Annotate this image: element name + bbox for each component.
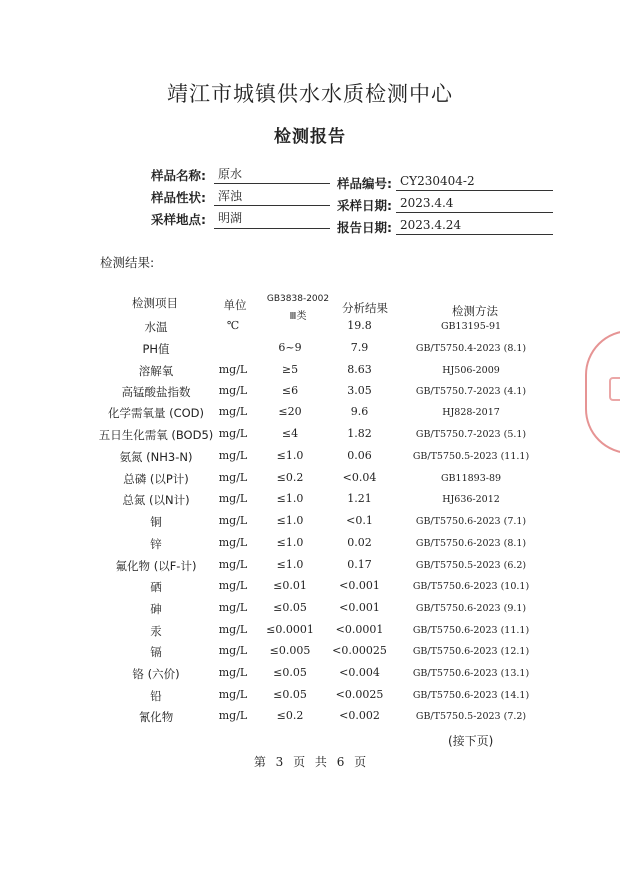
cell-item: 五日生化需氧 (BOD5) <box>98 428 214 442</box>
cell-standard: ≤0.01 <box>273 579 307 592</box>
cell-result: 7.9 <box>350 341 369 354</box>
sampling-date-value: 2023.4.4 <box>400 196 454 210</box>
cell-method: GB/T5750.5-2023 (6.2) <box>415 560 527 571</box>
cell-unit: mg/L <box>218 709 248 722</box>
header-standard-line1: GB3838-2002 <box>266 294 330 304</box>
cell-result: 0.02 <box>347 536 372 549</box>
sampling-date-underline <box>396 212 553 213</box>
cell-standard: ≤1.0 <box>276 536 304 549</box>
cell-unit: mg/L <box>218 558 248 571</box>
cell-standard: ≤0.2 <box>276 709 304 722</box>
sample-name-underline <box>214 183 330 184</box>
cell-standard: ≤1.0 <box>276 492 304 505</box>
sample-name-label: 样品名称: <box>151 168 206 183</box>
cell-standard: ≤0.05 <box>273 666 307 679</box>
cell-standard: ≤1.0 <box>276 514 304 527</box>
sample-id-label: 样品编号: <box>337 176 392 191</box>
cell-result: 1.82 <box>347 427 372 440</box>
cell-standard: ≤0.005 <box>269 644 311 657</box>
organization-title: 靖江市城镇供水水质检测中心 <box>167 82 453 106</box>
sampling-date-label: 采样日期: <box>337 198 392 213</box>
cell-method: GB/T5750.5-2023 (7.2) <box>415 711 527 722</box>
cell-method: GB/T5750.6-2023 (10.1) <box>412 581 530 592</box>
sample-property-underline <box>214 205 330 206</box>
sample-property-label: 样品性状: <box>151 190 206 205</box>
report-date-label: 报告日期: <box>337 220 392 235</box>
cell-standard: ≤0.05 <box>273 688 307 701</box>
cell-item: 溶解氧 <box>138 364 174 378</box>
cell-method: GB/T5750.6-2023 (14.1) <box>412 690 530 701</box>
cell-standard: 6~9 <box>278 341 302 354</box>
cell-item: 汞 <box>150 624 162 638</box>
cell-unit: mg/L <box>218 514 248 527</box>
cell-standard: ≤0.0001 <box>266 623 314 636</box>
cell-unit: mg/L <box>218 623 248 636</box>
page-number: 第 3 页 共 6 页 <box>253 755 367 769</box>
header-unit: 单位 <box>223 298 247 312</box>
header-method: 检测方法 <box>452 304 498 318</box>
cell-item: 水温 <box>144 320 168 334</box>
cell-item: 铜 <box>150 515 162 529</box>
header-result: 分析结果 <box>342 301 388 315</box>
sample-property-value: 浑浊 <box>218 189 243 203</box>
sampling-location-label: 采样地点: <box>151 212 206 227</box>
cell-method: GB/T5750.6-2023 (7.1) <box>415 516 527 527</box>
cell-standard: ≤0.05 <box>273 601 307 614</box>
cell-item: 铅 <box>150 689 162 703</box>
cell-method: GB/T5750.6-2023 (11.1) <box>412 625 530 636</box>
cell-unit: mg/L <box>218 449 248 462</box>
cell-result: <0.001 <box>339 579 380 592</box>
cell-method: GB/T5750.4-2023 (8.1) <box>415 343 527 354</box>
cell-item: 化学需氧量 (COD) <box>107 406 205 420</box>
cell-method: GB/T5750.7-2023 (4.1) <box>415 386 527 397</box>
cell-result: <0.0025 <box>335 688 384 701</box>
cell-item: 高锰酸盐指数 <box>121 385 191 399</box>
cell-unit: mg/L <box>218 666 248 679</box>
sample-id-underline <box>396 190 553 191</box>
header-item: 检测项目 <box>132 296 178 310</box>
cell-method: GB/T5750.6-2023 (12.1) <box>412 646 530 657</box>
cell-item: PH值 <box>142 342 170 356</box>
cell-result: 0.06 <box>347 449 372 462</box>
cell-result: <0.001 <box>339 601 380 614</box>
header-standard-line2: Ⅲ类 <box>289 311 307 322</box>
cell-method: GB/T5750.7-2023 (5.1) <box>415 429 527 440</box>
cell-result: <0.002 <box>339 709 380 722</box>
cell-standard: ≤4 <box>281 427 299 440</box>
cell-standard: ≤20 <box>278 405 302 418</box>
cell-unit: mg/L <box>218 363 248 376</box>
cell-unit: mg/L <box>218 601 248 614</box>
cell-standard: ≤1.0 <box>276 449 304 462</box>
report-title: 检测报告 <box>274 127 346 147</box>
cell-result: <0.04 <box>342 471 377 484</box>
cell-result: <0.00025 <box>332 644 387 657</box>
cell-unit: mg/L <box>218 492 248 505</box>
cell-method: GB/T5750.6-2023 (9.1) <box>415 603 527 614</box>
cell-method: GB11893-89 <box>440 473 502 484</box>
cell-method: HJ506-2009 <box>442 365 500 376</box>
continuation-note: (接下页) <box>448 734 494 748</box>
cell-method: GB13195-91 <box>440 321 502 332</box>
cell-result: 9.6 <box>350 405 369 418</box>
cell-result: 1.21 <box>347 492 372 505</box>
cell-item: 总磷 (以P计) <box>123 472 189 486</box>
report-date-underline <box>396 234 553 235</box>
cell-unit: mg/L <box>218 427 248 440</box>
cell-method: HJ636-2012 <box>442 494 500 505</box>
cell-result: <0.004 <box>339 666 380 679</box>
cell-standard: ≤6 <box>281 384 299 397</box>
cell-item: 镉 <box>150 645 162 659</box>
cell-result: <0.1 <box>346 514 373 527</box>
cell-item: 砷 <box>150 602 162 616</box>
cell-result: <0.0001 <box>335 623 384 636</box>
cell-method: GB/T5750.5-2023 (11.1) <box>412 451 530 462</box>
sampling-location-value: 明湖 <box>218 211 243 225</box>
cell-item: 氨氮 (NH3-N) <box>119 450 193 464</box>
cell-item: 铬 (六价) <box>132 667 180 681</box>
cell-unit: mg/L <box>218 536 248 549</box>
cell-result: 0.17 <box>347 558 372 571</box>
cell-standard: ≥5 <box>281 363 299 376</box>
cell-item: 硒 <box>150 580 162 594</box>
cell-item: 总氮 (以N计) <box>122 493 190 507</box>
report-date-value: 2023.4.24 <box>400 218 462 232</box>
seal-stamp <box>585 330 620 454</box>
sample-id-value: CY230404-2 <box>400 174 475 188</box>
cell-unit: mg/L <box>218 579 248 592</box>
cell-item: 氰化物 <box>138 710 174 724</box>
cell-result: 8.63 <box>347 363 372 376</box>
cell-result: 19.8 <box>347 319 372 332</box>
cell-unit: mg/L <box>218 384 248 397</box>
cell-method: GB/T5750.6-2023 (13.1) <box>412 668 530 679</box>
cell-result: 3.05 <box>347 384 372 397</box>
cell-method: HJ828-2017 <box>442 407 500 418</box>
results-label: 检测结果: <box>100 255 155 270</box>
cell-standard: ≤1.0 <box>276 558 304 571</box>
cell-unit: mg/L <box>218 405 248 418</box>
cell-unit: mg/L <box>218 644 248 657</box>
cell-item: 氟化物 (以F-计) <box>115 559 197 573</box>
cell-standard: ≤0.2 <box>276 471 304 484</box>
cell-item: 锌 <box>150 537 162 551</box>
cell-unit: ℃ <box>226 319 240 332</box>
cell-method: GB/T5750.6-2023 (8.1) <box>415 538 527 549</box>
sample-name-value: 原水 <box>218 167 243 181</box>
cell-unit: mg/L <box>218 688 248 701</box>
sampling-location-underline <box>214 228 330 229</box>
cell-unit: mg/L <box>218 471 248 484</box>
